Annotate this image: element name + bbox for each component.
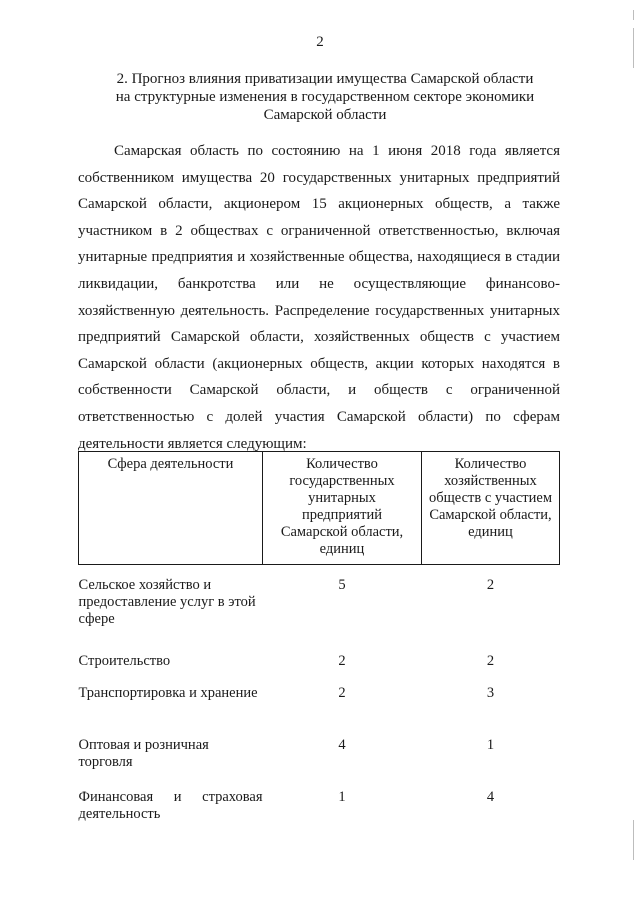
table-header-row: [79, 452, 560, 565]
header-business-companies: Количество хозяйственных обществ с участием Самарской области, единиц: [422, 452, 560, 565]
section-heading: [90, 70, 560, 124]
cell-company-count: 2: [486, 653, 495, 669]
heading-line-2: на структурные изменения в государственном секторе экономики: [115, 89, 535, 105]
cell-sphere: Оптовая и розничная торговля: [78, 737, 209, 770]
cell-company-count: 4: [486, 789, 495, 805]
cell-unitary-count: 2: [338, 653, 346, 669]
cell-unitary-count: 5: [338, 577, 346, 593]
cell-company-count: 2: [486, 577, 495, 593]
cell-company-count: 1: [486, 737, 495, 753]
header-unitary-enterprises: Количество государственных унитарных предприятий Самарской области, единиц: [263, 452, 422, 565]
cell-sphere: Финансовая и страховая деятельность: [78, 789, 263, 822]
scan-edge-mark: [633, 820, 634, 860]
table-row: [79, 651, 560, 683]
table-row: [79, 735, 560, 787]
scan-edge-mark: [633, 10, 634, 20]
heading-line-1: 2. Прогноз влияния приватизации имущества Самарской области: [116, 71, 534, 87]
page-number: 2: [316, 34, 324, 50]
table-row: [79, 787, 560, 829]
cell-sphere: Строительство: [78, 653, 171, 669]
cell-sphere: Транспортировка и хранение: [78, 685, 258, 701]
cell-unitary-count: 1: [338, 789, 346, 805]
cell-company-count: 3: [486, 685, 495, 701]
header-sphere: Сфера деятельности: [79, 452, 263, 565]
cell-unitary-count: 4: [338, 737, 346, 753]
cell-unitary-count: 2: [338, 685, 346, 701]
cell-sphere: Сельское хозяйство и предоставление услуг в этой сфере: [78, 577, 256, 627]
table-row: [79, 565, 560, 652]
activity-sphere-table: [78, 451, 560, 829]
heading-line-3: Самарской области: [263, 107, 387, 123]
body-paragraph: Самарская область по состоянию на 1 июня 2018 года является собственником имущества 20 государственных унитарных предприятий Самарской области, акционером 15 акционерных обществ, а также участником в 2 обществах с ограниченной ответственностью, включая унитарные предприятия и хозяйственные общества, находящиеся в стадии ликвидации, банкротства или не осуществляющие финансово-хозяйственную деятельность. Распределение государственных унитарных предприятий Самарской области, хозяйственных обществ с участием Самарской области (акционерных обществ, акции которых находятся в собственности Самарской области, и обществ с ограниченной ответственностью с долей участия Самарской области) по сферам деятельности является следующим:: [78, 143, 560, 452]
scan-edge-mark: [633, 28, 634, 68]
table-row: [79, 683, 560, 735]
